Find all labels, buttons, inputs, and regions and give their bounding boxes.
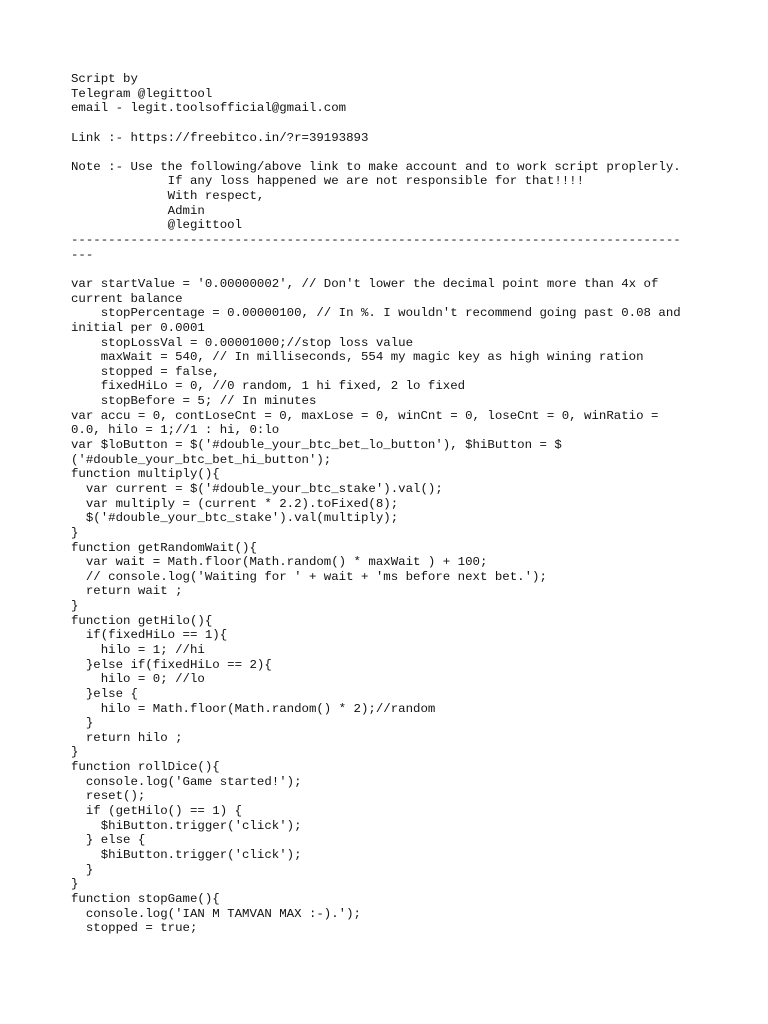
text-line: Link :- https://freebitco.in/?r=39193893 xyxy=(71,130,369,145)
text-line: hilo = 1; //hi xyxy=(71,642,205,657)
text-line: if(fixedHiLo == 1){ xyxy=(71,628,228,643)
text-line: hilo = 0; //lo xyxy=(71,672,205,687)
text-line: initial per 0.0001 xyxy=(71,320,205,335)
text-line: fixedHiLo = 0, //0 random, 1 hi fixed, 2 lo fixed xyxy=(71,379,466,394)
text-line: var startValue = '0.00000002', // Don't lower the decimal point more than 4x of xyxy=(71,276,659,291)
text-line: } xyxy=(71,745,79,760)
text-line: var accu = 0, contLoseCnt = 0, maxLose = 0, winCnt = 0, loseCnt = 0, winRatio = xyxy=(71,408,659,423)
text-line: } xyxy=(71,877,79,892)
text-line: Admin xyxy=(71,203,205,218)
text-line: function rollDice(){ xyxy=(71,760,220,775)
text-line: return hilo ; xyxy=(71,730,183,745)
text-line: return wait ; xyxy=(71,584,183,599)
text-line: if (getHilo() == 1) { xyxy=(71,804,243,819)
text-line: stopBefore = 5; // In minutes xyxy=(71,394,317,409)
text-line: } xyxy=(71,525,79,540)
text-line: } xyxy=(71,599,79,614)
text-line: $hiButton.trigger('click'); xyxy=(71,818,302,833)
text-line: console.log('Game started!'); xyxy=(71,774,302,789)
text-line: var wait = Math.floor(Math.random() * maxWait ) + 100; xyxy=(71,555,488,570)
text-line: }else if(fixedHiLo == 2){ xyxy=(71,657,272,672)
text-line: $hiButton.trigger('click'); xyxy=(71,847,302,862)
text-line: function stopGame(){ xyxy=(71,891,220,906)
text-line: stopLossVal = 0.00001000;//stop loss value xyxy=(71,335,414,350)
text-line: function multiply(){ xyxy=(71,467,220,482)
text-line: stopped = true; xyxy=(71,921,198,936)
text-line: reset(); xyxy=(71,789,146,804)
text-line: email - legit.toolsofficial@gmail.com xyxy=(71,101,347,116)
text-line: maxWait = 540, // In milliseconds, 554 my magic key as high wining ration xyxy=(71,350,644,365)
text-line: var multiply = (current * 2.2).toFixed(8); xyxy=(71,496,399,511)
text-line: Script by xyxy=(71,72,138,86)
text-line xyxy=(71,262,761,277)
text-line xyxy=(71,116,761,131)
text-line: ('#double_your_btc_bet_hi_button'); xyxy=(71,452,332,467)
text-line: 0.0, hilo = 1;//1 : hi, 0:lo xyxy=(71,423,280,438)
text-line xyxy=(71,145,761,160)
text-line: stopPercentage = 0.00000100, // In %. I wouldn't recommend going past 0.08 and xyxy=(71,306,681,321)
text-line: With respect, xyxy=(71,189,265,204)
text-line: var $loButton = $('#double_your_btc_bet_lo_button'), $hiButton = $ xyxy=(71,438,562,453)
text-line: If any loss happened we are not responsible for that!!!! xyxy=(71,174,585,189)
text-line: hilo = Math.floor(Math.random() * 2);//random xyxy=(71,701,436,716)
text-line: }else { xyxy=(71,686,138,701)
text-line: stopped = false, xyxy=(71,364,220,379)
text-line: function getRandomWait(){ xyxy=(71,540,257,555)
text-line: ---------------------------------------------------------------------------------- xyxy=(71,233,681,248)
text-line: --- xyxy=(71,247,94,262)
text-line: @legittool xyxy=(71,218,243,233)
text-line: console.log('IAN M TAMVAN MAX :-).'); xyxy=(71,906,361,921)
text-line: } else { xyxy=(71,833,146,848)
text-line: } xyxy=(71,716,94,731)
text-line: function getHilo(){ xyxy=(71,613,213,628)
text-line: var current = $('#double_your_btc_stake').val(); xyxy=(71,481,443,496)
text-line: Note :- Use the following/above link to make account and to work script proplerly. xyxy=(71,159,681,174)
text-line: Telegram @legittool xyxy=(71,86,213,101)
text-line: $('#double_your_btc_stake').val(multiply); xyxy=(71,511,399,526)
text-line: } xyxy=(71,862,94,877)
script-text-body xyxy=(71,72,761,936)
text-line: // console.log('Waiting for ' + wait + 'ms before next bet.'); xyxy=(71,569,547,584)
text-line: current balance xyxy=(71,291,183,306)
